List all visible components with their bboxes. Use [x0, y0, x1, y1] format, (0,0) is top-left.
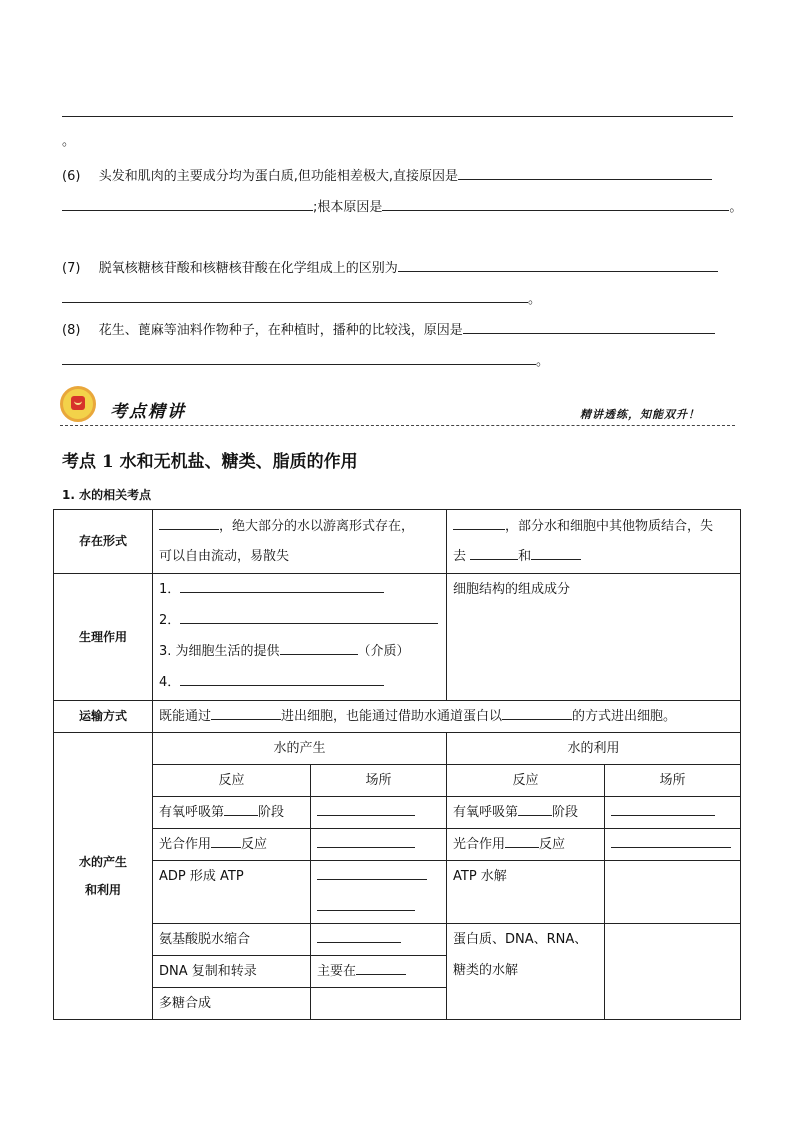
use-hydrolysis	[447, 924, 605, 1020]
bound-water-text-2: 去	[453, 549, 467, 564]
table-row	[54, 765, 741, 797]
use-photo-place	[605, 829, 741, 861]
use-title: 水的利用	[447, 733, 741, 765]
table-row	[54, 924, 741, 956]
produce-adp-place-blank-1[interactable]	[317, 866, 427, 880]
question-8	[62, 321, 715, 339]
use-hydrolysis-a: 蛋白质、DNA、RNA、	[453, 932, 588, 947]
function-blank-3[interactable]	[280, 641, 358, 655]
produce-aerobic-place	[311, 797, 447, 829]
produce-photo-place-blank[interactable]	[317, 834, 415, 848]
q8-end: 。	[536, 354, 550, 369]
produce-dna: DNA 复制和转录	[153, 956, 311, 988]
use-photo-blank[interactable]	[505, 834, 539, 848]
free-water-text-2: 可以自由流动，易散失	[159, 549, 290, 564]
table-row	[54, 510, 741, 574]
header-title: 考点精讲	[110, 402, 186, 422]
function-item-2: 2．	[159, 613, 181, 628]
header-slogan: 精讲透练，知能双升！	[580, 408, 700, 421]
bound-water-blank-2[interactable]	[470, 546, 518, 560]
use-aerobic	[447, 797, 605, 829]
transport-blank-2[interactable]	[502, 706, 572, 720]
bound-water-and: 和	[518, 549, 532, 564]
produce-title: 水的产生	[153, 733, 447, 765]
col-reaction-use: 反应	[447, 765, 605, 797]
bound-water-blank-3[interactable]	[531, 546, 581, 560]
function-blank-1[interactable]	[180, 579, 384, 593]
function-blank-2[interactable]	[180, 610, 438, 624]
function-blank-4[interactable]	[180, 672, 384, 686]
lecture-badge-icon	[60, 386, 96, 422]
transport-blank-1[interactable]	[211, 706, 281, 720]
table-row	[54, 861, 741, 924]
produce-aerobic-blank[interactable]	[224, 802, 258, 816]
produce-photo-pre: 光合作用	[159, 837, 212, 852]
question-6-cont	[62, 198, 742, 216]
produce-polysaccharide-place	[311, 988, 447, 1020]
use-photo	[447, 829, 605, 861]
transport-text-c: 的方式进出细胞。	[572, 709, 677, 724]
use-aerobic-pre: 有氧呼吸第	[453, 805, 519, 820]
bound-water-blank[interactable]	[453, 516, 505, 530]
question-7	[62, 259, 718, 277]
row-header-transport: 运输方式	[54, 701, 153, 733]
col-place-use: 场所	[605, 765, 741, 797]
use-photo-place-blank[interactable]	[611, 834, 731, 848]
use-aerobic-place	[605, 797, 741, 829]
q8-blank-1[interactable]	[463, 321, 715, 334]
produce-dna-place	[311, 956, 447, 988]
q6-mid: ;根本原因是	[313, 200, 383, 215]
q7-blank-1[interactable]	[398, 259, 718, 272]
use-photo-pre: 光合作用	[453, 837, 506, 852]
free-water-blank[interactable]	[159, 516, 219, 530]
table-row	[54, 733, 741, 765]
function-item-3: 3. 为细胞生活的提供	[159, 644, 280, 659]
function-list-cell	[153, 574, 447, 701]
bound-water-cell	[447, 510, 741, 574]
produce-adp: ADP 形成 ATP	[153, 861, 311, 924]
q8-text: 花生、蓖麻等油料作物种子，在种植时，播种的比较浅，原因是	[98, 323, 463, 338]
q7-end: 。	[528, 292, 542, 307]
q6-text: 头发和肌肉的主要成分均为蛋白质,但功能相差极大,直接原因是	[98, 169, 458, 184]
transport-text-b: 进出细胞，也能通过借助水通道蛋白以	[281, 709, 503, 724]
produce-dna-place-pre: 主要在	[317, 964, 357, 979]
produce-polysaccharide: 多糖合成	[153, 988, 311, 1020]
header-divider	[60, 425, 735, 426]
produce-use-header-a: 水的产生	[78, 855, 127, 869]
use-aerobic-place-blank[interactable]	[611, 802, 715, 816]
bound-function-cell: 细胞结构的组成成分	[447, 574, 741, 701]
produce-photo-blank[interactable]	[211, 834, 241, 848]
use-aerobic-blank[interactable]	[518, 802, 552, 816]
question-8-cont	[62, 352, 549, 370]
row-header-produce-use	[54, 733, 153, 1020]
produce-photo-post: 反应	[241, 837, 268, 852]
produce-aerobic-place-blank[interactable]	[317, 802, 415, 816]
produce-amino-place-blank[interactable]	[317, 929, 401, 943]
use-aerobic-post: 阶段	[552, 805, 579, 820]
produce-amino: 氨基酸脱水缩合	[153, 924, 311, 956]
col-reaction-produce: 反应	[153, 765, 311, 797]
q6-blank-2[interactable]	[62, 198, 313, 211]
use-photo-post: 反应	[539, 837, 566, 852]
produce-amino-place	[311, 924, 447, 956]
question-6	[62, 167, 712, 185]
produce-adp-place-blank-2[interactable]	[317, 897, 415, 911]
q5-answer-line[interactable]	[62, 116, 733, 117]
produce-aerobic-pre: 有氧呼吸第	[159, 805, 225, 820]
table-row	[54, 701, 741, 733]
produce-dna-place-blank[interactable]	[356, 961, 406, 975]
produce-adp-place	[311, 861, 447, 924]
use-atp: ATP 水解	[447, 861, 605, 924]
use-atp-place	[605, 861, 741, 924]
q6-number: (6)	[62, 169, 81, 184]
q6-end: 。	[729, 200, 743, 215]
q7-number: (7)	[62, 261, 81, 276]
q8-blank-2[interactable]	[62, 352, 536, 365]
water-table	[53, 509, 741, 1020]
use-hydrolysis-place	[605, 924, 741, 1020]
q6-blank-3[interactable]	[382, 198, 729, 211]
produce-photo	[153, 829, 311, 861]
col-place-produce: 场所	[311, 765, 447, 797]
q8-number: (8)	[62, 323, 81, 338]
function-item-3-post: （介质）	[357, 644, 410, 659]
q5-period: 。	[62, 134, 76, 149]
free-water-text: ，绝大部分的水以游离形式存在，	[219, 519, 415, 534]
q7-text: 脱氧核糖核苷酸和核糖核苷酸在化学组成上的区别为	[98, 261, 398, 276]
q7-blank-2[interactable]	[62, 290, 528, 303]
produce-aerobic-post: 阶段	[258, 805, 285, 820]
free-water-cell	[153, 510, 447, 574]
produce-use-header-b: 和利用	[84, 883, 121, 897]
transport-text-a: 既能通过	[159, 709, 212, 724]
function-item-1: 1．	[159, 582, 181, 597]
transport-cell	[153, 701, 741, 733]
row-header-form: 存在形式	[54, 510, 153, 574]
produce-aerobic	[153, 797, 311, 829]
q6-blank-1[interactable]	[458, 167, 712, 180]
table-row	[54, 574, 741, 701]
section-subtitle: 1. 水的相关考点	[62, 488, 152, 502]
question-7-cont	[62, 290, 541, 308]
use-hydrolysis-b: 糖类的水解	[453, 963, 519, 978]
bound-water-text: ，部分水和细胞中其他物质结合，失	[505, 519, 714, 534]
row-header-function: 生理作用	[54, 574, 153, 701]
section-title: 考点 1 水和无机盐、糖类、脂质的作用	[62, 452, 358, 472]
produce-photo-place	[311, 829, 447, 861]
table-row	[54, 829, 741, 861]
function-item-4: 4．	[159, 675, 181, 690]
table-row	[54, 797, 741, 829]
